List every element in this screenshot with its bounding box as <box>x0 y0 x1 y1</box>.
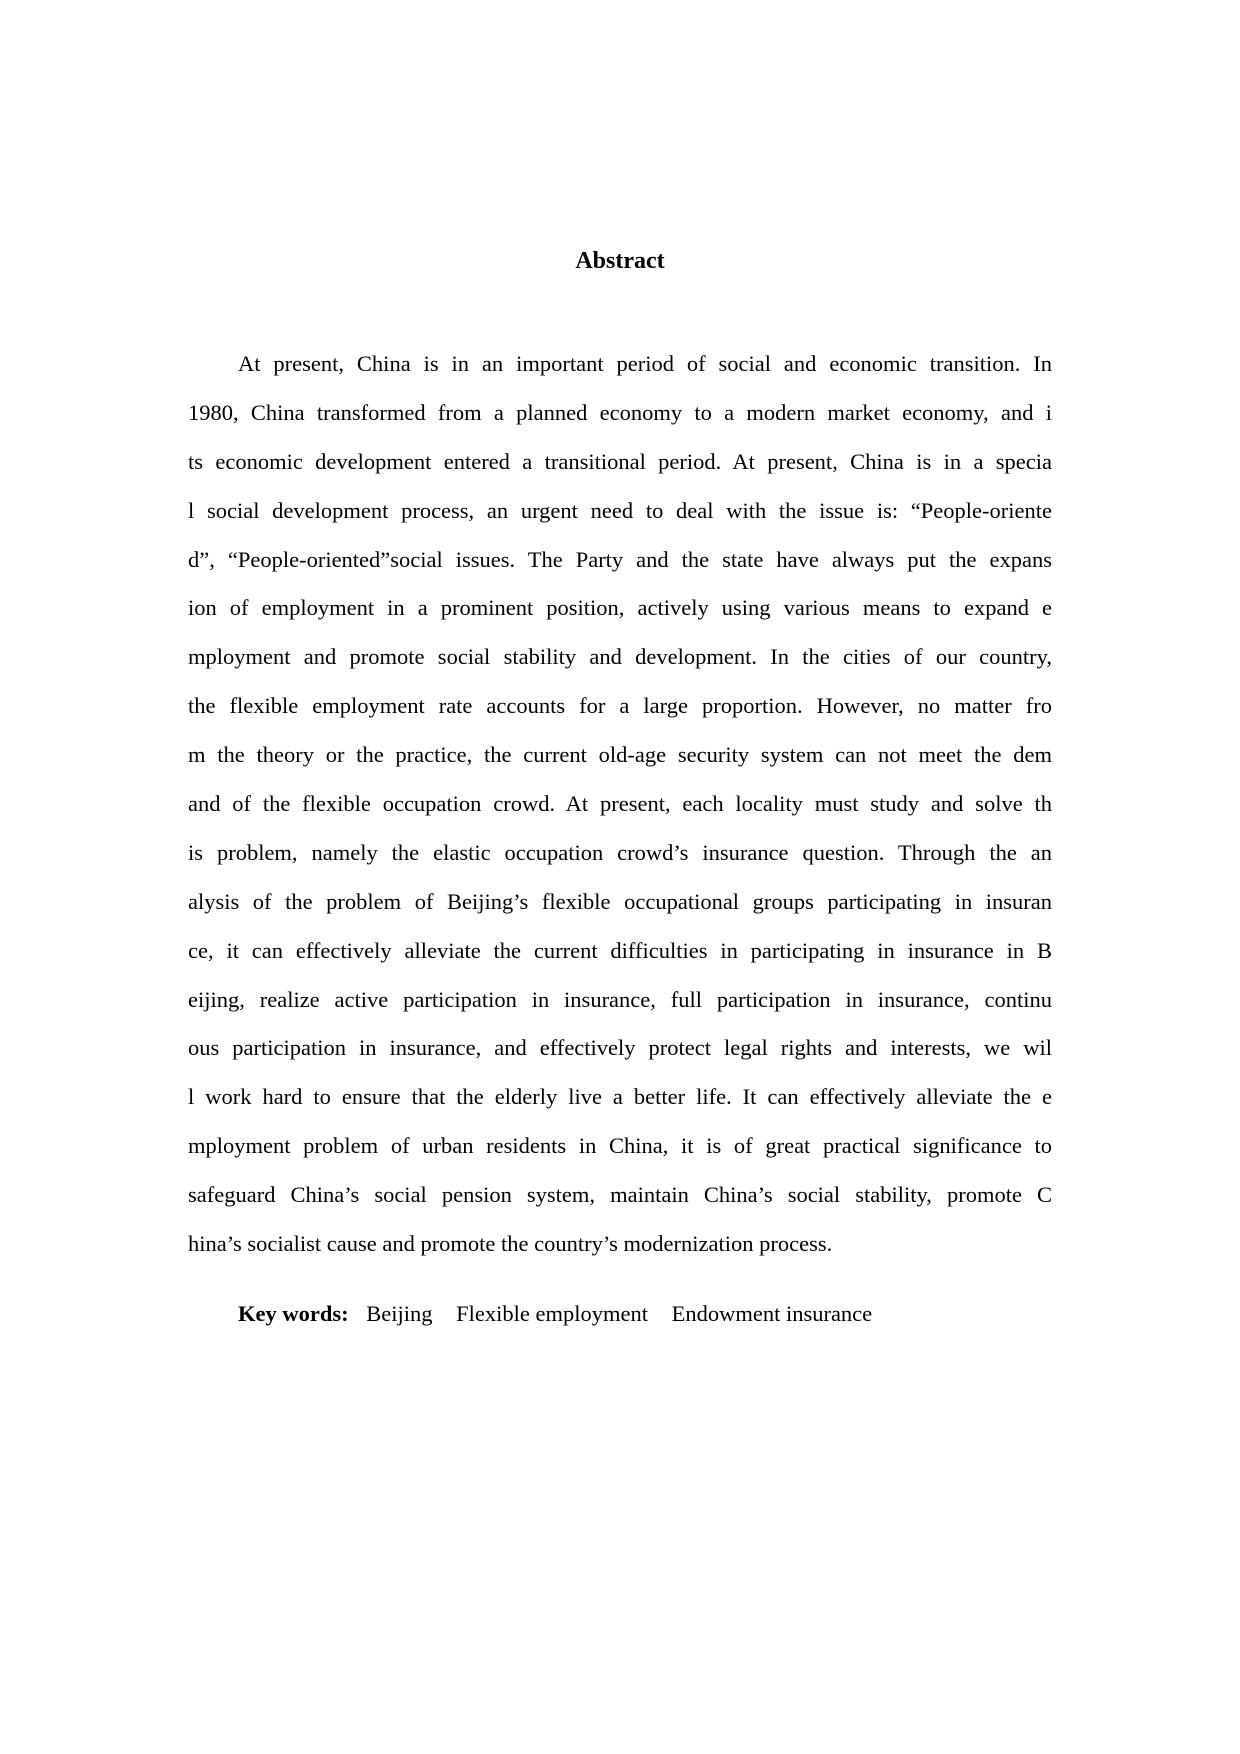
abstract-line: l social development process, an urgent need to deal with the issue is: “People-oriente <box>188 497 1052 523</box>
abstract-line: m the theory or the practice, the current old-age security system can not meet the dem <box>188 742 1052 768</box>
abstract-line: is problem, namely the elastic occupation crowd’s insurance question. Through the an <box>188 839 1052 865</box>
abstract-line: hina’s socialist cause and promote the country’s modernization process. <box>188 1231 833 1257</box>
abstract-line: ts economic development entered a transitional period. At present, China is in a specia <box>188 448 1052 474</box>
abstract-title: Abstract <box>575 248 665 274</box>
keyword-item: Flexible employment <box>456 1301 648 1326</box>
abstract-line: d”, “People-oriented”social issues. The Party and the state have always put the expans <box>188 546 1052 572</box>
keywords-line <box>238 1294 890 1334</box>
keyword-item: Endowment insurance <box>671 1301 873 1326</box>
abstract-line: ous participation in insurance, and effectively protect legal rights and interests, we wil <box>188 1035 1052 1061</box>
abstract-line: eijing, realize active participation in insurance, full participation in insurance, continu <box>188 986 1052 1012</box>
abstract-line: alysis of the problem of Beijing’s flexible occupational groups participating in insuran <box>188 888 1052 914</box>
abstract-line: ce, it can effectively alleviate the current difficulties in participating in insurance in B <box>188 937 1052 963</box>
abstract-line: the flexible employment rate accounts for a large proportion. However, no matter fro <box>188 693 1052 719</box>
abstract-line: mployment and promote social stability and development. In the cities of our country, <box>188 644 1052 670</box>
abstract-line: and of the flexible occupation crowd. At present, each locality must study and solve th <box>188 791 1052 817</box>
keywords-label: Key words: <box>238 1301 349 1326</box>
abstract-line: 1980, China transformed from a planned economy to a modern market economy, and i <box>188 399 1052 425</box>
abstract-line: safeguard China’s social pension system, maintain China’s social stability, promote C <box>188 1182 1052 1208</box>
abstract-line: ion of employment in a prominent position, actively using various means to expand e <box>188 595 1052 621</box>
abstract-line: l work hard to ensure that the elderly live a better life. It can effectively alleviate the e <box>188 1084 1052 1110</box>
abstract-line: mployment problem of urban residents in China, it is of great practical significance to <box>188 1133 1052 1159</box>
abstract-line: At present, China is in an important period of social and economic transition. In <box>238 351 1052 376</box>
abstract-body <box>188 340 1052 1269</box>
keyword-item: Beijing <box>366 1301 433 1326</box>
